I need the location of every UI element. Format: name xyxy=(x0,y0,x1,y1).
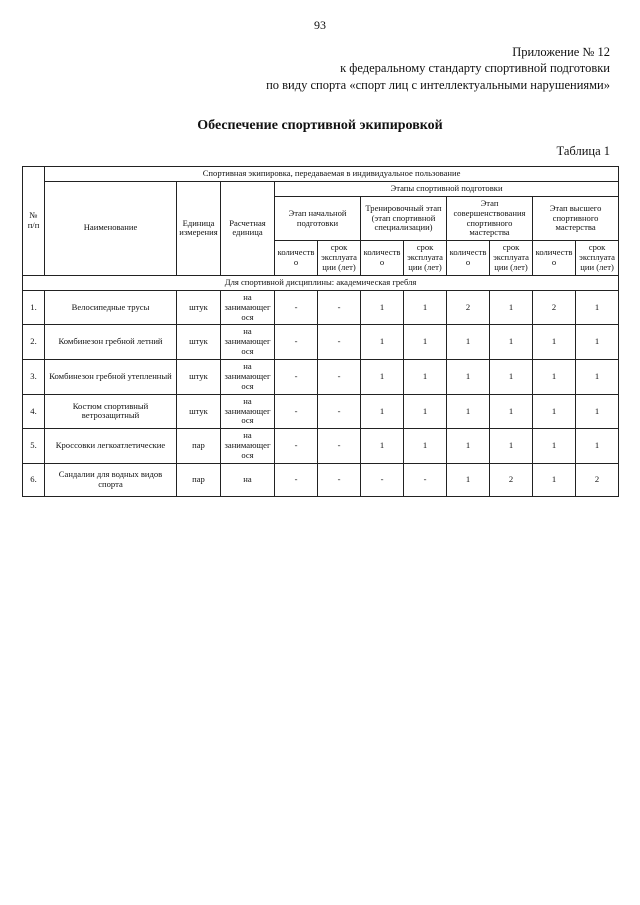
stage4-quantity: 1 xyxy=(533,394,576,429)
stage2-term: 1 xyxy=(404,360,447,395)
table-caption: Спортивная экипировка, передаваемая в индивидуальное пользование xyxy=(45,167,619,182)
sub-qty-header: количество xyxy=(447,241,490,276)
row-number: 1. xyxy=(23,290,45,325)
item-calc-unit: на занимающегося xyxy=(221,290,275,325)
stage4-quantity: 1 xyxy=(533,325,576,360)
equipment-table xyxy=(22,166,619,497)
stage4-quantity: 1 xyxy=(533,463,576,496)
row-number: 6. xyxy=(23,463,45,496)
item-calc-unit: на занимающегося xyxy=(221,429,275,464)
stage2-term: - xyxy=(404,463,447,496)
table-row xyxy=(23,394,619,429)
stage3-term: 1 xyxy=(490,325,533,360)
stage1-quantity: - xyxy=(275,394,318,429)
section-heading: Для спортивной дисциплины: академическая гребля xyxy=(23,275,619,290)
stage4-term: 1 xyxy=(576,394,619,429)
appendix-header xyxy=(266,44,610,93)
item-name: Кроссовки легкоатлетические xyxy=(45,429,177,464)
table-row xyxy=(23,463,619,496)
stage3-term: 1 xyxy=(490,394,533,429)
stage3-quantity: 1 xyxy=(447,360,490,395)
stage2-term: 1 xyxy=(404,325,447,360)
stage3-term: 2 xyxy=(490,463,533,496)
stage2-term: 1 xyxy=(404,290,447,325)
stage2-quantity: 1 xyxy=(361,394,404,429)
stage4-quantity: 2 xyxy=(533,290,576,325)
table-row xyxy=(23,290,619,325)
appendix-number: Приложение № 12 xyxy=(512,45,610,59)
stage3-quantity: 1 xyxy=(447,463,490,496)
stage1-quantity: - xyxy=(275,325,318,360)
table-row xyxy=(23,429,619,464)
item-name: Комбинезон гребной летний xyxy=(45,325,177,360)
item-calc-unit: на занимающегося xyxy=(221,360,275,395)
stage3-quantity: 2 xyxy=(447,290,490,325)
stage3-term: 1 xyxy=(490,290,533,325)
stage1-term: - xyxy=(318,290,361,325)
stage-header: Тренировочный этап (этап спортивной специализации) xyxy=(361,196,447,241)
stage1-term: - xyxy=(318,394,361,429)
col-number-header: № п/п xyxy=(23,167,45,276)
item-unit: штук xyxy=(177,394,221,429)
item-unit: пар xyxy=(177,429,221,464)
item-unit: пар xyxy=(177,463,221,496)
row-number: 5. xyxy=(23,429,45,464)
stage2-quantity: - xyxy=(361,463,404,496)
stage2-term: 1 xyxy=(404,394,447,429)
row-number: 4. xyxy=(23,394,45,429)
stage4-term: 1 xyxy=(576,325,619,360)
stage1-quantity: - xyxy=(275,429,318,464)
stage4-term: 1 xyxy=(576,360,619,395)
table-number: Таблица 1 xyxy=(556,144,610,158)
item-name: Велосипедные трусы xyxy=(45,290,177,325)
sub-term-header: срок эксплуатации (лет) xyxy=(490,241,533,276)
item-unit: штук xyxy=(177,360,221,395)
stage3-quantity: 1 xyxy=(447,429,490,464)
col-name-header: Наименование xyxy=(45,181,177,275)
stage4-term: 1 xyxy=(576,290,619,325)
sub-term-header: срок эксплуатации (лет) xyxy=(318,241,361,276)
sub-qty-header: количество xyxy=(275,241,318,276)
stage3-term: 1 xyxy=(490,360,533,395)
sub-term-header: срок эксплуатации (лет) xyxy=(404,241,447,276)
stage2-quantity: 1 xyxy=(361,429,404,464)
item-calc-unit: на xyxy=(221,463,275,496)
stages-group-header: Этапы спортивной подготовки xyxy=(275,181,619,196)
row-number: 2. xyxy=(23,325,45,360)
document-title: Обеспечение спортивной экипировкой xyxy=(197,118,443,133)
stage3-term: 1 xyxy=(490,429,533,464)
stage-header: Этап совершенствования спортивного мастерства xyxy=(447,196,533,241)
stage1-term: - xyxy=(318,429,361,464)
stage1-quantity: - xyxy=(275,290,318,325)
appendix-reference: к федеральному стандарту спортивной подготовки xyxy=(340,61,610,76)
stage2-quantity: 1 xyxy=(361,325,404,360)
item-name: Сандалии для водных видов спорта xyxy=(45,463,177,496)
stage1-term: - xyxy=(318,325,361,360)
table-row xyxy=(23,325,619,360)
stage4-term: 2 xyxy=(576,463,619,496)
stage2-quantity: 1 xyxy=(361,290,404,325)
item-calc-unit: на занимающегося xyxy=(221,394,275,429)
item-unit: штук xyxy=(177,325,221,360)
item-calc-unit: на занимающегося xyxy=(221,325,275,360)
item-name: Комбинезон гребной утепленный xyxy=(45,360,177,395)
appendix-sport: по виду спорта «спорт лиц с интеллектуальными нарушениями» xyxy=(266,77,610,92)
col-unit-header: Единица измерения xyxy=(177,181,221,275)
stage2-term: 1 xyxy=(404,429,447,464)
stage3-quantity: 1 xyxy=(447,394,490,429)
stage3-quantity: 1 xyxy=(447,325,490,360)
sub-term-header: срок эксплуатации (лет) xyxy=(576,241,619,276)
table-row xyxy=(23,360,619,395)
sub-qty-header: количество xyxy=(533,241,576,276)
stage1-term: - xyxy=(318,360,361,395)
stage4-quantity: 1 xyxy=(533,429,576,464)
stage4-quantity: 1 xyxy=(533,360,576,395)
stage1-term: - xyxy=(318,463,361,496)
col-calc-header: Расчетная единица xyxy=(221,181,275,275)
stage4-term: 1 xyxy=(576,429,619,464)
stage-header: Этап начальной подготовки xyxy=(275,196,361,241)
stage1-quantity: - xyxy=(275,360,318,395)
stage-header: Этап высшего спортивного мастерства xyxy=(533,196,619,241)
row-number: 3. xyxy=(23,360,45,395)
item-unit: штук xyxy=(177,290,221,325)
stage2-quantity: 1 xyxy=(361,360,404,395)
item-name: Костюм спортивный ветрозащитный xyxy=(45,394,177,429)
page-number: 93 xyxy=(314,18,326,32)
stage1-quantity: - xyxy=(275,463,318,496)
sub-qty-header: количество xyxy=(361,241,404,276)
